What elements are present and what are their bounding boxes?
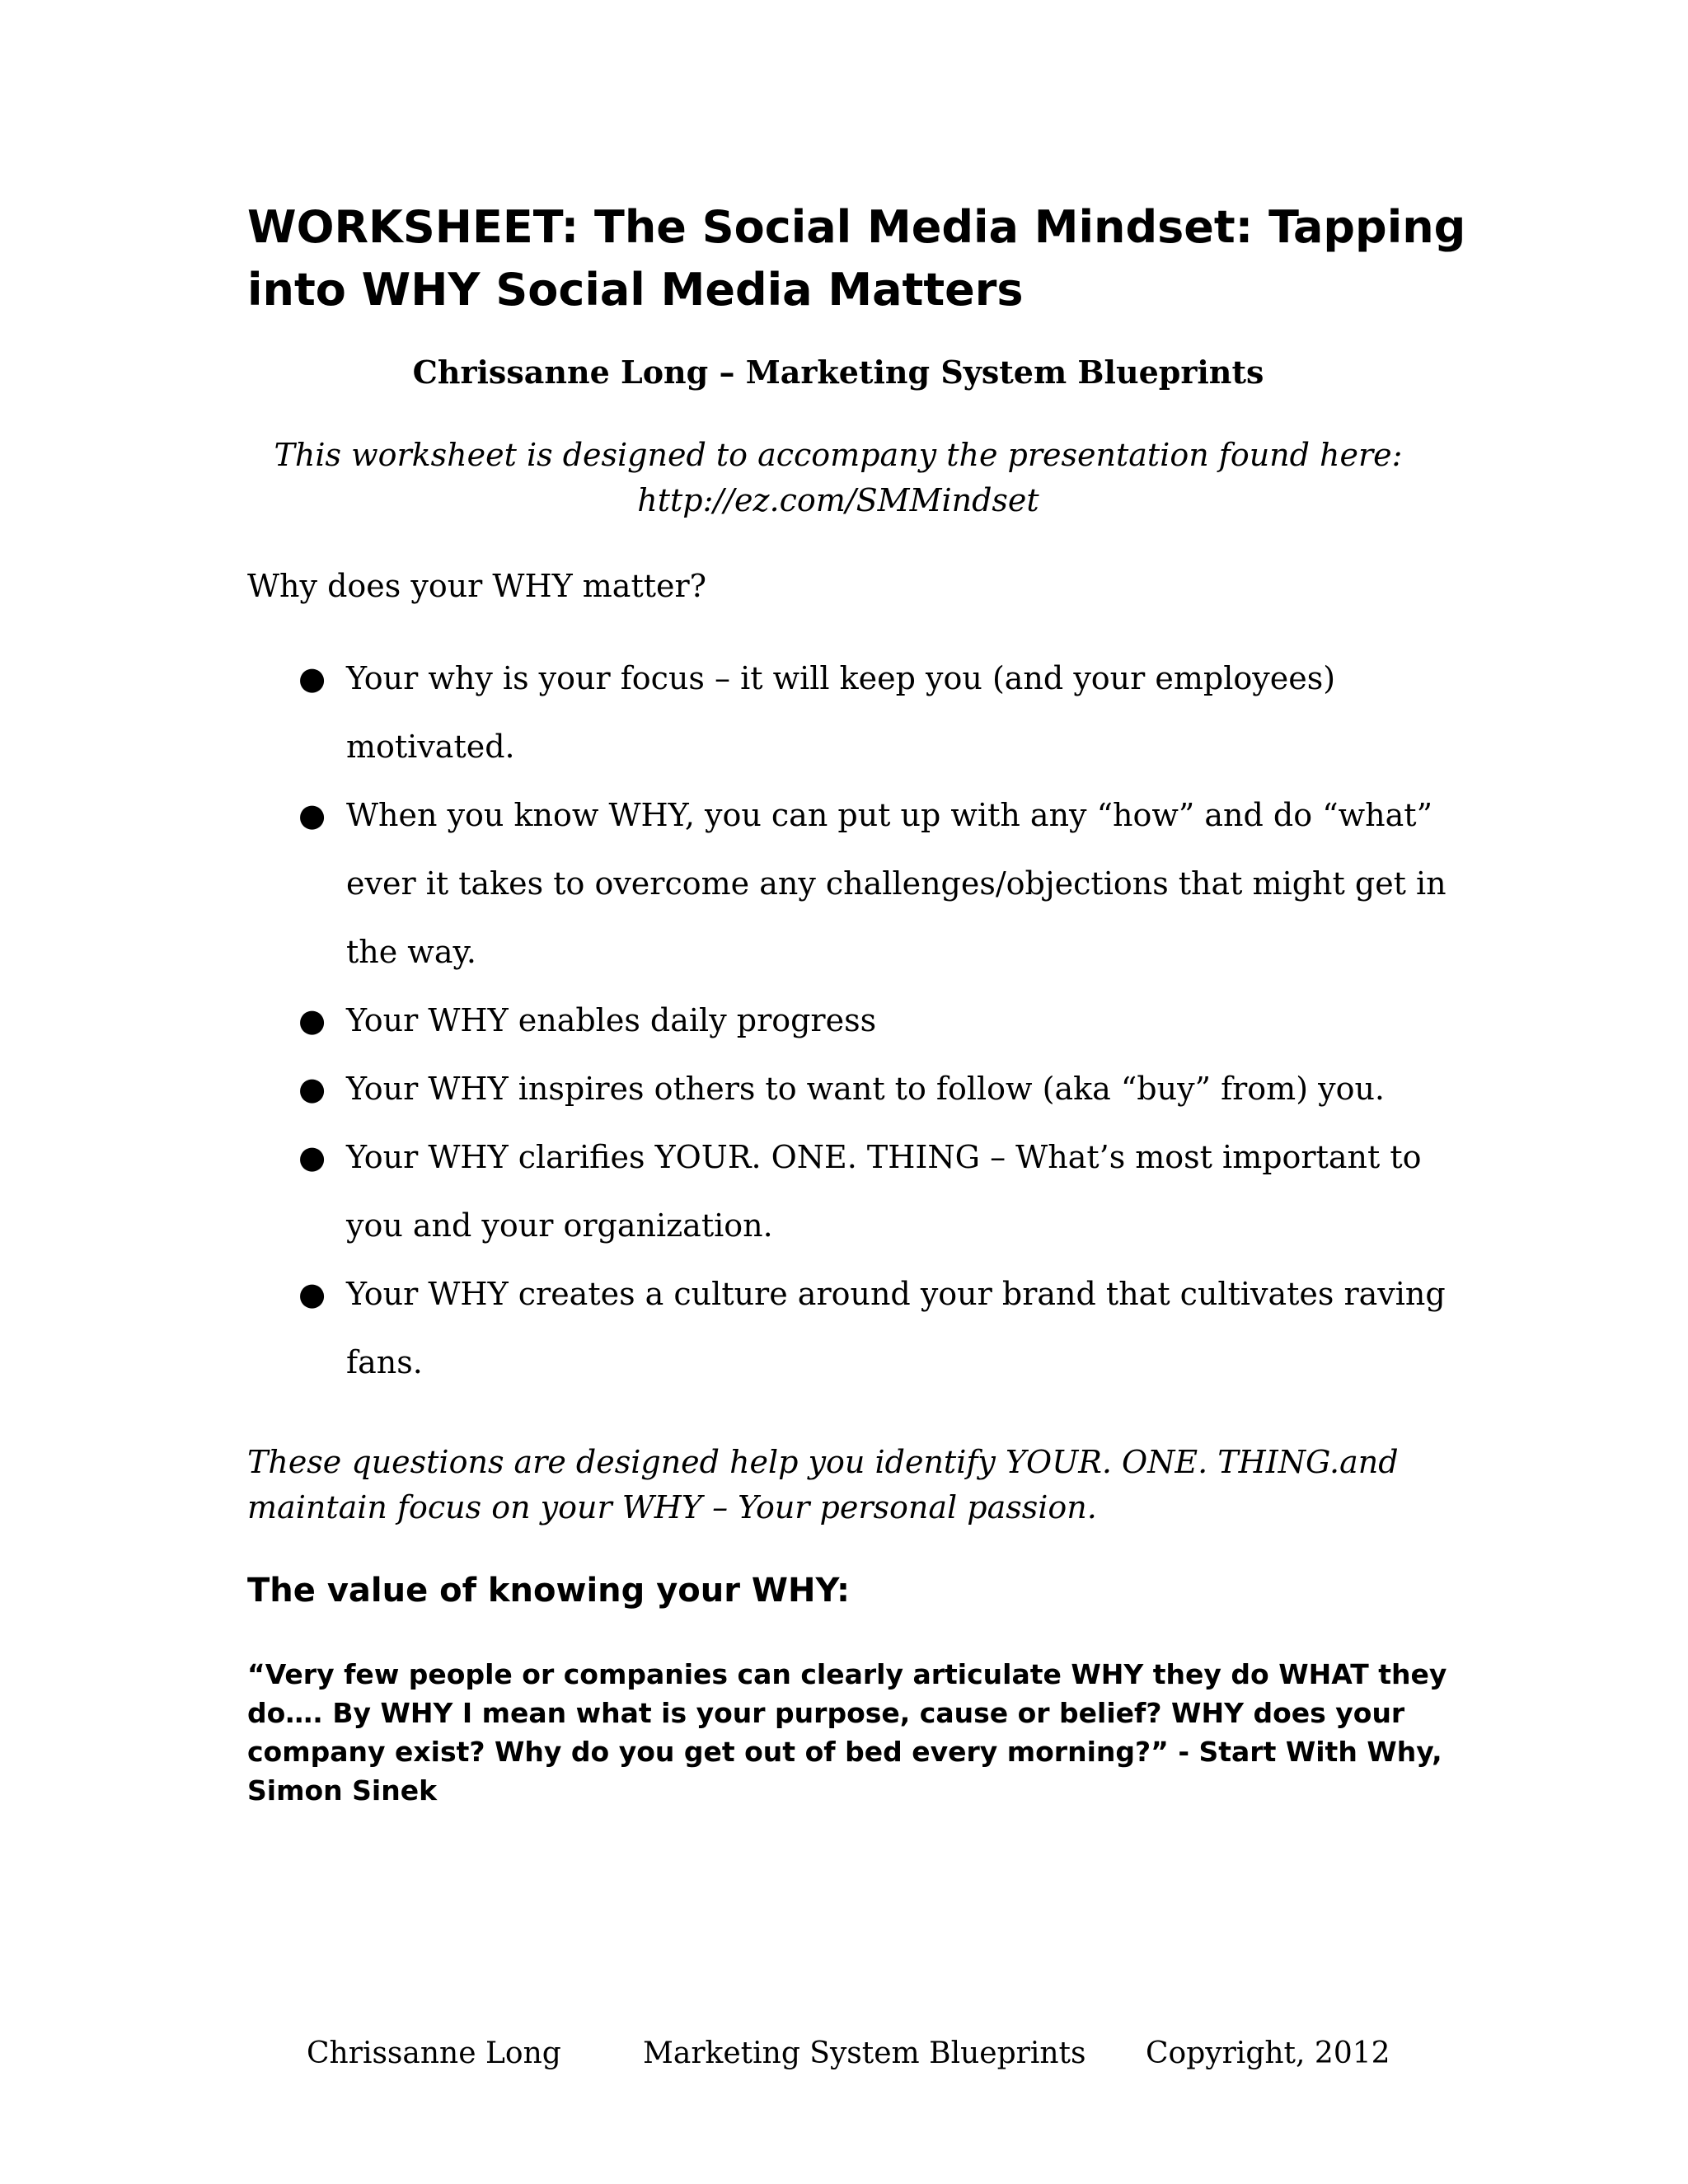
list-item-text: Your WHY creates a culture around your brand that cultivates raving fans. <box>346 1276 1446 1380</box>
author-line: Chrissanne Long – Marketing System Blueprints <box>412 354 1264 391</box>
note-line-1: These questions are designed help you identify YOUR. ONE. THING.and <box>247 1444 1399 1480</box>
list-item <box>247 644 1451 781</box>
bullet-icon: ● <box>298 1002 326 1038</box>
list-item-text: Your WHY enables daily progress <box>346 1002 877 1038</box>
bullet-icon: ● <box>298 797 326 833</box>
intro-text <box>247 433 1429 523</box>
list-item <box>247 781 1451 987</box>
section-heading: The value of knowing your WHY: <box>247 1572 850 1610</box>
intro-line-1: This worksheet is designed to accompany the presentation found here: <box>274 437 1403 473</box>
quote-line-1: “Very few people or companies can clearly articulate WHY they do WHAT they <box>247 1658 1447 1690</box>
note-line-2: maintain focus on your WHY – Your personal passion. <box>247 1489 1097 1526</box>
bullet-icon: ● <box>298 1139 326 1175</box>
list-item <box>247 987 1451 1055</box>
list-item <box>247 1260 1451 1397</box>
quote-line-3: company exist? Why do you get out of bed every morning?” - Start With Why, <box>247 1736 1442 1768</box>
list-item <box>247 1123 1451 1260</box>
footer-copyright: Copyright, 2012 <box>1146 2036 1390 2070</box>
why-question: Why does your WHY matter? <box>247 568 707 604</box>
bullet-icon: ● <box>298 1276 326 1312</box>
questions-note <box>247 1440 1429 1530</box>
list-item-text: When you know WHY, you can put up with any “how” and do “what” ever it takes to overcome any challenges/objections that might get in the way. <box>346 797 1447 970</box>
quote-line-4: Simon Sinek <box>247 1774 438 1807</box>
page-title: WORKSHEET: The Social Media Mindset: Tapping into WHY Social Media Matters <box>247 201 1466 316</box>
quote-line-2: do…. By WHY I mean what is your purpose, cause or belief? WHY does your <box>247 1697 1405 1729</box>
list-item <box>247 1055 1451 1123</box>
footer-company: Marketing System Blueprints <box>643 2036 1086 2070</box>
bullet-icon: ● <box>298 660 326 696</box>
list-item-text: Your WHY inspires others to want to follow (aka “buy” from) you. <box>346 1071 1386 1107</box>
sinek-quote <box>247 1655 1459 1810</box>
reasons-list <box>247 644 1451 1397</box>
list-item-text: Your WHY clarifies YOUR. ONE. THING – What’s most important to you and your organization. <box>346 1139 1422 1244</box>
list-item-text: Your why is your focus – it will keep you (and your employees) motivated. <box>346 660 1336 765</box>
footer-name: Chrissanne Long <box>307 2036 561 2070</box>
presentation-link[interactable]: http://ez.com/SMMindset <box>637 482 1039 518</box>
bullet-icon: ● <box>298 1071 326 1107</box>
